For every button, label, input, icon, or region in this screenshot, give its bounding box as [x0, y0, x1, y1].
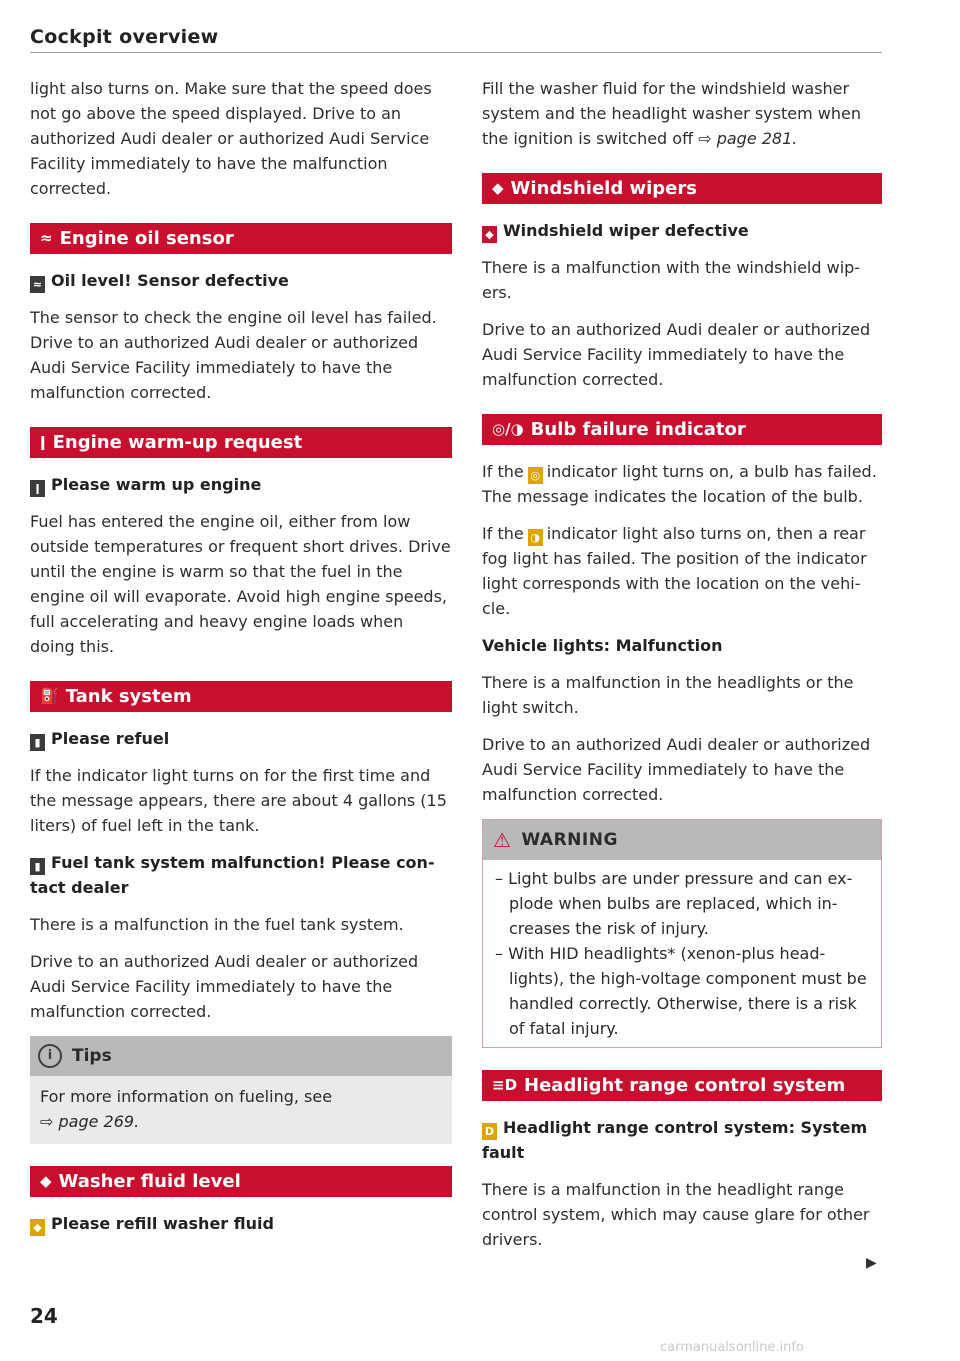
section-title: Engine warm-up request: [52, 432, 303, 453]
page-link[interactable]: ⇨ page 269.: [40, 1112, 140, 1131]
wiper-indicator-icon: ◆: [482, 226, 497, 243]
bulb-text-1: If the ◎ indicator light turns on, a bulb has failed. The message indicates the location of the bulb.: [482, 462, 877, 506]
range-text: There is a malfunction in the headlight range control system, which may cause glare for other drivers.: [482, 1180, 870, 1249]
warning-body: [483, 860, 881, 1047]
bulb-icon: ◎/◑: [492, 420, 524, 438]
watermark: carmanualsonline.info: [660, 1340, 804, 1355]
section-title: Washer fluid level: [58, 1171, 241, 1192]
vehicle-lights-text: There is a malfunction in the headlights or the light switch.: [482, 673, 854, 717]
intro-paragraph: light also turns on. Make sure that the speed does not go above the speed displayed. Drive to an authorized Audi dealer or authorized Audi Service Facility immediately to have the malfunction corrected.: [30, 79, 432, 198]
warning-header: ⚠ WARNING: [483, 820, 881, 860]
range-subheading: D Headlight range control system: System fault: [482, 1118, 868, 1162]
fuel-dealer-text: Drive to an authorized Audi dealer or authorized Audi Service Facility immediately to have the malfunction corrected.: [30, 952, 419, 1021]
oil-sensor-icon: ≈: [40, 229, 53, 247]
section-title: Windshield wipers: [510, 178, 697, 199]
washer-fluid-icon: ◆: [40, 1172, 52, 1190]
vehicle-lights-dealer-text: Drive to an authorized Audi dealer or authorized Audi Service Facility immediately to have the malfunction corrected.: [482, 735, 871, 804]
fuel-malfunction-subheading: ▮ Fuel tank system malfunction! Please contact dealer: [30, 853, 435, 897]
vehicle-lights-subheading: Vehicle lights: Malfunction: [482, 636, 723, 655]
washer-indicator-icon: ◆: [30, 1219, 45, 1236]
fuel-indicator-icon: ▮: [30, 734, 45, 751]
refuel-text: If the indicator light turns on for the first time and the message appears, there are about 4 gallons (15 liters) of fuel left in the tank.: [30, 766, 447, 835]
header-divider: [30, 52, 882, 53]
info-icon: i: [38, 1044, 62, 1068]
tips-body: For more information on fueling, see ⇨ page 269.: [30, 1076, 452, 1144]
page-link[interactable]: ⇨ page 281.: [698, 129, 798, 148]
page-number: 24: [30, 1304, 58, 1328]
section-bulb-failure: [482, 414, 882, 445]
section-headlight-range: [482, 1070, 882, 1101]
washer-subheading: ◆ Please refill washer fluid: [30, 1211, 452, 1236]
section-title: Bulb failure indicator: [530, 419, 746, 440]
tips-box: [30, 1036, 452, 1144]
warmup-text: Fuel has entered the engine oil, either from low outside temperatures or frequent short drives. Drive until the engine is warm so that the fuel in the engine oil will evaporate. Avoid high engine speeds, full accelerating and heavy engine loads when doing this.: [30, 512, 451, 656]
fuel-malfunction-text: There is a malfunction in the fuel tank system.: [30, 915, 404, 934]
refuel-subheading: ▮ Please refuel: [30, 726, 452, 751]
wiper-dealer-text: Drive to an authorized Audi dealer or authorized Audi Service Facility immediately to have the malfunction corrected.: [482, 320, 871, 389]
headlight-range-icon: ≡D: [492, 1076, 518, 1094]
bulb-indicator-icon: ◎: [528, 467, 543, 484]
section-title: Tank system: [65, 686, 192, 707]
thermometer-indicator-icon: ǀ: [30, 480, 45, 497]
washer-fill-text: Fill the washer fluid for the windshield washer system and the headlight washer system when the ignition is switched off ⇨ page 281.: [482, 79, 861, 148]
oil-level-subheading: ≈ Oil level! Sensor defective: [30, 268, 452, 293]
wiper-text: There is a malfunction with the windshield wipers.: [482, 258, 861, 302]
tips-header: i Tips: [30, 1036, 452, 1076]
section-tank-system: [30, 681, 452, 712]
warmup-subheading: ǀ Please warm up engine: [30, 472, 452, 497]
section-washer-fluid: [30, 1166, 452, 1197]
warning-box: [482, 819, 882, 1048]
section-title: Headlight range control system: [524, 1075, 846, 1096]
wiper-icon: ◆: [492, 179, 504, 197]
section-windshield-wipers: [482, 173, 882, 204]
bulb-text-2: If the ◑ indicator light also turns on, then a rear fog light has failed. The position of the indicator light corresponds with the location on the vehicle.: [482, 524, 867, 618]
warning-item: – Light bulbs are under pressure and can explode when bulbs are replaced, which increases the risk of injury.: [495, 869, 853, 938]
wiper-subheading: ◆ Windshield wiper defective: [482, 218, 882, 243]
left-column: [30, 76, 452, 1248]
section-title: Engine oil sensor: [59, 228, 234, 249]
fuel-indicator-icon: ▮: [30, 858, 45, 875]
warning-triangle-icon: ⚠: [493, 828, 512, 852]
right-column: [482, 76, 882, 1264]
warning-item: – With HID headlights* (xenon-plus headlights), the high-voltage component must be handled correctly. Otherwise, there is a risk of fatal injury.: [495, 944, 867, 1038]
section-engine-warmup: [30, 427, 452, 458]
chapter-title: Cockpit overview: [30, 26, 219, 48]
section-engine-oil-sensor: [30, 223, 452, 254]
thermometer-icon: ǀ: [40, 433, 46, 451]
fuel-pump-icon: ⛽: [40, 687, 59, 705]
oil-warning-icon: ≈: [30, 276, 45, 293]
fog-light-indicator-icon: ◑: [528, 529, 543, 546]
oil-sensor-text: The sensor to check the engine oil level has failed. Drive to an authorized Audi dealer or authorized Audi Service Facility immediately to have the malfunction corrected.: [30, 308, 437, 402]
headlight-range-indicator-icon: D: [482, 1123, 497, 1140]
continue-arrow-icon: ▶: [866, 1255, 877, 1271]
